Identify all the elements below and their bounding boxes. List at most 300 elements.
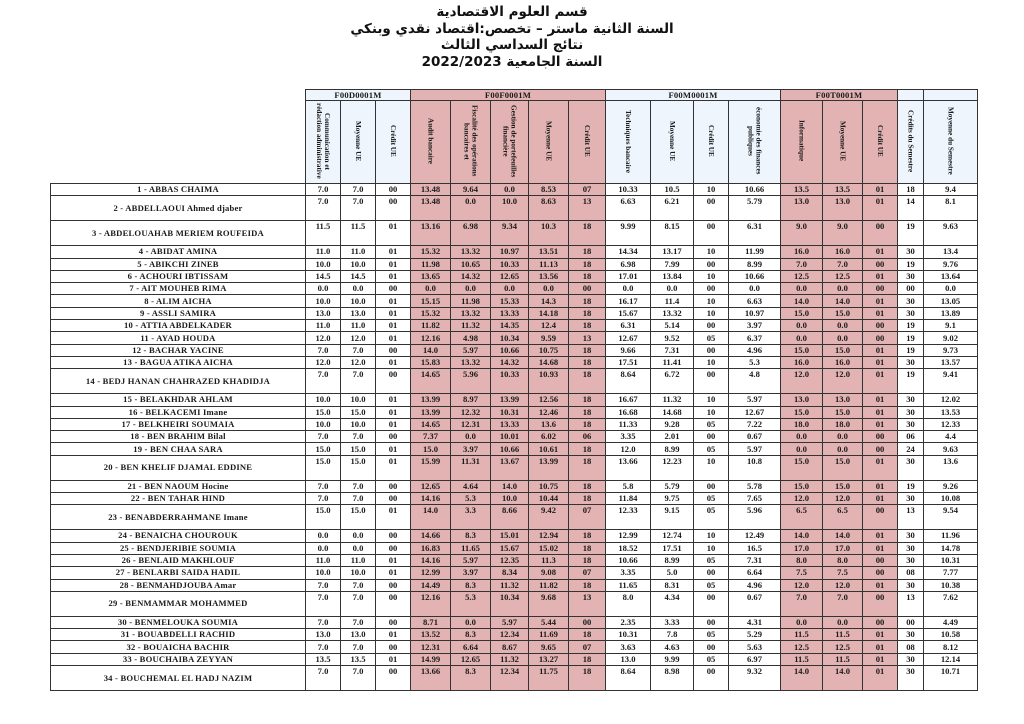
grade-cell: 10.01 <box>491 431 529 443</box>
grade-cell: 5.0 <box>651 567 694 579</box>
grade-cell: 12.5 <box>823 270 863 282</box>
grade-cell: 14.68 <box>529 356 569 368</box>
table-row <box>51 505 978 530</box>
grade-cell: 11.5 <box>823 629 863 641</box>
grade-cell: 9.63 <box>924 221 978 246</box>
grade-cell: 01 <box>863 406 898 418</box>
grade-cell: 10.5 <box>651 184 694 196</box>
grade-cell: 13.0 <box>823 394 863 406</box>
grade-cell: 01 <box>376 332 411 344</box>
grade-cell: 0.0 <box>823 320 863 332</box>
grade-cell: 15.0 <box>781 344 823 356</box>
grade-cell: 11.5 <box>306 221 341 246</box>
col-header: Crédit UE <box>694 101 729 184</box>
grade-cell: 01 <box>863 455 898 480</box>
document-header <box>0 4 1024 70</box>
grade-cell: 30 <box>898 629 924 641</box>
grade-cell: 3.33 <box>651 616 694 628</box>
grade-cell: 14.5 <box>341 270 376 282</box>
grade-cell: 7.0 <box>306 641 341 653</box>
grade-cell: 6.98 <box>606 258 651 270</box>
grade-cell: 00 <box>376 369 411 394</box>
grade-cell: 10.97 <box>729 307 781 319</box>
grade-cell: 18 <box>569 443 606 455</box>
grade-cell: 00 <box>694 221 729 246</box>
grade-cell: 7.0 <box>306 184 341 196</box>
grade-cell: 10.93 <box>529 369 569 394</box>
student-name: 17 - BELKHEIRI SOUMAIA <box>51 418 306 430</box>
grade-cell: 01 <box>376 270 411 282</box>
grade-cell: 11.82 <box>411 320 451 332</box>
grade-cell: 00 <box>376 542 411 554</box>
col-header: Crédit UE <box>569 101 606 184</box>
grade-cell: 10.33 <box>491 258 529 270</box>
grade-cell: 7.0 <box>341 184 376 196</box>
grade-cell: 11.75 <box>529 666 569 691</box>
table-row <box>51 666 978 691</box>
grade-cell: 7.0 <box>341 641 376 653</box>
grade-cell: 12.33 <box>606 505 651 530</box>
grade-cell: 15.0 <box>823 307 863 319</box>
grade-cell: 16.83 <box>411 542 451 554</box>
grade-cell: 13.32 <box>651 307 694 319</box>
grade-cell: 6.64 <box>451 641 491 653</box>
grade-cell: 7.0 <box>306 579 341 591</box>
grade-cell: 8.99 <box>651 554 694 566</box>
grade-cell: 10.0 <box>306 567 341 579</box>
grade-cell: 5.78 <box>729 480 781 492</box>
grade-cell: 18.52 <box>606 542 651 554</box>
grade-cell: 5.97 <box>491 616 529 628</box>
col-header: Crédit UE <box>863 101 898 184</box>
grade-cell: 17.01 <box>606 270 651 282</box>
grade-cell: 00 <box>694 641 729 653</box>
grade-cell: 13.52 <box>411 629 451 641</box>
student-name: 11 - AYAD HOUDA <box>51 332 306 344</box>
grade-cell: 30 <box>898 307 924 319</box>
grade-cell: 11.5 <box>781 629 823 641</box>
grade-cell: 10.66 <box>729 270 781 282</box>
grade-cell: 10.65 <box>451 258 491 270</box>
grade-cell: 0.0 <box>451 616 491 628</box>
grade-cell: 0.0 <box>306 530 341 542</box>
grade-cell: 10.33 <box>606 184 651 196</box>
grade-cell: 8.3 <box>451 530 491 542</box>
grade-cell: 18 <box>569 394 606 406</box>
grade-cell: 5.3 <box>729 356 781 368</box>
student-name: 24 - BENAICHA CHOUROUK <box>51 530 306 542</box>
grade-cell: 10 <box>694 530 729 542</box>
grade-cell: 4.49 <box>924 616 978 628</box>
grade-cell: 0.0 <box>491 184 529 196</box>
student-name: 12 - BACHAR YACINE <box>51 344 306 356</box>
grade-cell: 12.56 <box>529 394 569 406</box>
grade-cell: 12.49 <box>729 530 781 542</box>
grade-cell: 13.66 <box>411 666 451 691</box>
grade-cell: 10 <box>694 542 729 554</box>
grade-cell: 14.0 <box>823 295 863 307</box>
grade-cell: 01 <box>863 629 898 641</box>
grade-cell: 13 <box>569 196 606 221</box>
grade-cell: 18 <box>569 530 606 542</box>
grade-cell: 9.34 <box>491 221 529 246</box>
grade-cell: 0.67 <box>729 431 781 443</box>
grade-cell: 9.28 <box>651 418 694 430</box>
grade-cell: 13.0 <box>781 394 823 406</box>
col-header: Moyenne UE <box>651 101 694 184</box>
grade-cell: 3.3 <box>451 505 491 530</box>
grade-cell: 0.0 <box>451 196 491 221</box>
col-header: Informatique <box>781 101 823 184</box>
grade-cell: 12.5 <box>781 641 823 653</box>
grade-cell: 9.0 <box>781 221 823 246</box>
grade-cell: 13.33 <box>491 307 529 319</box>
grade-cell: 18 <box>569 246 606 258</box>
grade-cell: 30 <box>898 542 924 554</box>
student-name: 33 - BOUCHAIBA ZEYYAN <box>51 653 306 665</box>
grade-cell: 10.08 <box>924 493 978 505</box>
grade-cell: 6.64 <box>729 567 781 579</box>
col-header: Techniques bancaire <box>606 101 651 184</box>
table-row <box>51 369 978 394</box>
grade-cell: 9.26 <box>924 480 978 492</box>
student-name: 28 - BENMAHDJOUBA Amar <box>51 579 306 591</box>
grade-cell: 12.99 <box>606 530 651 542</box>
grade-cell: 10.34 <box>491 332 529 344</box>
grade-cell: 3.97 <box>451 443 491 455</box>
grade-cell: 14.0 <box>823 530 863 542</box>
table-row <box>51 418 978 430</box>
student-name: 3 - ABDELOUAHAB MERIEM ROUFEIDA <box>51 221 306 246</box>
grade-cell: 00 <box>694 196 729 221</box>
col-header: Moyenne UE <box>341 101 376 184</box>
table-row <box>51 406 978 418</box>
grade-cell: 15.0 <box>781 480 823 492</box>
grade-cell: 8.71 <box>411 616 451 628</box>
grade-cell: 14.0 <box>781 295 823 307</box>
grade-cell: 0.0 <box>781 283 823 295</box>
grade-cell: 11.0 <box>341 320 376 332</box>
student-name: 13 - BAGUA ATIKA AICHA <box>51 356 306 368</box>
grade-cell: 07 <box>569 184 606 196</box>
grade-cell: 5.79 <box>651 480 694 492</box>
table-row <box>51 591 978 616</box>
grade-cell: 3.97 <box>451 567 491 579</box>
grade-cell: 6.63 <box>606 196 651 221</box>
grade-cell: 0.0 <box>781 443 823 455</box>
grade-cell: 12.31 <box>411 641 451 653</box>
grade-cell: 13.99 <box>491 394 529 406</box>
grade-cell: 11.31 <box>451 455 491 480</box>
grade-cell: 9.08 <box>529 567 569 579</box>
grade-cell: 9.1 <box>924 320 978 332</box>
grade-cell: 15.0 <box>411 443 451 455</box>
grade-cell: 19 <box>898 332 924 344</box>
grade-cell: 0.0 <box>606 283 651 295</box>
grade-cell: 13.67 <box>491 455 529 480</box>
grade-cell: 19 <box>898 320 924 332</box>
grade-cell: 0.0 <box>823 431 863 443</box>
grade-cell: 15.67 <box>606 307 651 319</box>
grade-cell: 8.3 <box>451 666 491 691</box>
grade-cell: 4.96 <box>729 579 781 591</box>
table-row <box>51 356 978 368</box>
grade-cell: 14.68 <box>651 406 694 418</box>
grade-cell: 8.97 <box>451 394 491 406</box>
grade-cell: 12.5 <box>823 641 863 653</box>
grade-cell: 3.63 <box>606 641 651 653</box>
grade-cell: 0.0 <box>491 283 529 295</box>
grade-cell: 14.32 <box>451 270 491 282</box>
grade-cell: 6.21 <box>651 196 694 221</box>
grade-cell: 12.65 <box>451 653 491 665</box>
student-name: 26 - BENLAID MAKHLOUF <box>51 554 306 566</box>
grade-cell: 01 <box>376 406 411 418</box>
col-header: économie des finances publiques <box>729 101 781 184</box>
grade-cell: 15.99 <box>411 455 451 480</box>
grade-cell: 11.33 <box>606 418 651 430</box>
grade-cell: 01 <box>863 493 898 505</box>
grade-cell: 14.0 <box>823 666 863 691</box>
table-row <box>51 480 978 492</box>
grade-cell: 10.31 <box>924 554 978 566</box>
grade-cell: 00 <box>863 567 898 579</box>
grade-cell: 9.66 <box>606 344 651 356</box>
student-name: 9 - ASSLI SAMIRA <box>51 307 306 319</box>
grade-cell: 14.0 <box>491 480 529 492</box>
grade-cell: 6.5 <box>823 505 863 530</box>
grade-cell: 07 <box>569 505 606 530</box>
grade-cell: 10.61 <box>529 443 569 455</box>
grade-cell: 13.27 <box>529 653 569 665</box>
grade-cell: 16.17 <box>606 295 651 307</box>
grade-cell: 7.0 <box>341 616 376 628</box>
grade-cell: 14.0 <box>781 666 823 691</box>
grade-cell: 5.44 <box>529 616 569 628</box>
grade-cell: 7.5 <box>781 567 823 579</box>
student-name: 21 - BEN NAOUM Hocine <box>51 480 306 492</box>
grade-cell: 18.0 <box>781 418 823 430</box>
grade-cell: 9.32 <box>729 666 781 691</box>
grade-cell: 13.56 <box>529 270 569 282</box>
group-header-f00d: F00D0001M <box>306 90 411 101</box>
grade-cell: 14.66 <box>411 530 451 542</box>
grade-cell: 01 <box>863 653 898 665</box>
grade-cell: 0.0 <box>306 542 341 554</box>
grade-cell: 10.0 <box>491 196 529 221</box>
grade-cell: 12.67 <box>606 332 651 344</box>
grade-cell: 14.0 <box>411 344 451 356</box>
grade-cell: 15.0 <box>823 480 863 492</box>
grade-cell: 9.64 <box>451 184 491 196</box>
grade-cell: 7.65 <box>729 493 781 505</box>
grade-cell: 01 <box>376 418 411 430</box>
table-row <box>51 307 978 319</box>
grade-cell: 15.0 <box>306 406 341 418</box>
grade-cell: 10.38 <box>924 579 978 591</box>
grade-cell: 8.64 <box>606 666 651 691</box>
student-name: 27 - BENLARBI SAIDA HADIL <box>51 567 306 579</box>
grade-cell: 0.0 <box>306 283 341 295</box>
grade-cell: 10.0 <box>491 493 529 505</box>
grade-cell: 0.0 <box>823 443 863 455</box>
grade-cell: 0.0 <box>729 283 781 295</box>
table-row <box>51 542 978 554</box>
grade-cell: 17.0 <box>823 542 863 554</box>
grade-cell: 13.32 <box>451 246 491 258</box>
grade-cell: 5.96 <box>451 369 491 394</box>
student-name: 6 - ACHOURI IBTISSAM <box>51 270 306 282</box>
grade-cell: 15.15 <box>411 295 451 307</box>
grade-cell: 7.0 <box>306 616 341 628</box>
grade-cell: 11.96 <box>924 530 978 542</box>
grade-cell: 14.5 <box>306 270 341 282</box>
grade-cell: 14.65 <box>411 418 451 430</box>
grade-cell: 13.6 <box>529 418 569 430</box>
grade-cell: 15.0 <box>341 443 376 455</box>
grade-cell: 00 <box>376 196 411 221</box>
student-name: 22 - BEN TAHAR HIND <box>51 493 306 505</box>
grade-cell: 15.67 <box>491 542 529 554</box>
grade-cell: 0.67 <box>729 591 781 616</box>
grade-cell: 12.31 <box>451 418 491 430</box>
table-row <box>51 283 978 295</box>
grade-cell: 3.97 <box>729 320 781 332</box>
grade-cell: 12.65 <box>411 480 451 492</box>
grade-cell: 14.3 <box>529 295 569 307</box>
grade-cell: 7.0 <box>306 344 341 356</box>
grade-cell: 18 <box>569 406 606 418</box>
grade-cell: 19 <box>898 369 924 394</box>
grade-cell: 10.0 <box>341 567 376 579</box>
grade-cell: 7.0 <box>341 493 376 505</box>
grade-cell: 01 <box>376 246 411 258</box>
grade-cell: 5.96 <box>729 505 781 530</box>
grade-cell: 11.3 <box>529 554 569 566</box>
grade-cell: 10.0 <box>341 394 376 406</box>
grade-cell: 7.0 <box>823 591 863 616</box>
grade-cell: 12.32 <box>451 406 491 418</box>
grade-cell: 07 <box>569 641 606 653</box>
grade-cell: 00 <box>376 530 411 542</box>
grade-cell: 15.0 <box>306 505 341 530</box>
grade-cell: 7.62 <box>924 591 978 616</box>
grade-cell: 18 <box>569 258 606 270</box>
col-header: Communication et rédaction administrative <box>306 101 341 184</box>
grade-cell: 7.77 <box>924 567 978 579</box>
student-name: 5 - ABIKCHI ZINEB <box>51 258 306 270</box>
grade-cell: 15.0 <box>341 455 376 480</box>
grade-cell: 4.8 <box>729 369 781 394</box>
grade-cell: 4.34 <box>651 591 694 616</box>
grade-cell: 12.0 <box>306 332 341 344</box>
grade-cell: 13.51 <box>529 246 569 258</box>
student-name: 29 - BENMAMMAR MOHAMMED <box>51 591 306 616</box>
grade-cell: 14.49 <box>411 579 451 591</box>
grade-cell: 06 <box>569 431 606 443</box>
grade-cell: 5.14 <box>651 320 694 332</box>
col-header-moyenne-semestre: Moyenne du Semestre <box>924 101 978 184</box>
grade-cell: 0.0 <box>781 616 823 628</box>
col-header: Moyenne UE <box>823 101 863 184</box>
col-header: Audit bancaire <box>411 101 451 184</box>
grade-cell: 01 <box>863 344 898 356</box>
grade-cell: 13.5 <box>306 653 341 665</box>
grade-cell: 5.97 <box>729 394 781 406</box>
grade-cell: 11.65 <box>606 579 651 591</box>
grade-cell: 14.0 <box>411 505 451 530</box>
grade-cell: 00 <box>694 344 729 356</box>
grade-cell: 19 <box>898 221 924 246</box>
grade-cell: 14.18 <box>529 307 569 319</box>
grade-cell: 7.31 <box>729 554 781 566</box>
grade-cell: 12.0 <box>306 356 341 368</box>
table-row <box>51 221 978 246</box>
grade-cell: 00 <box>863 283 898 295</box>
grade-cell: 00 <box>376 579 411 591</box>
grade-cell: 8.1 <box>924 196 978 221</box>
grade-cell: 00 <box>694 283 729 295</box>
grade-cell: 13.0 <box>306 629 341 641</box>
table-row <box>51 530 978 542</box>
grade-cell: 15.83 <box>411 356 451 368</box>
grade-cell: 01 <box>376 554 411 566</box>
grade-cell: 13 <box>569 332 606 344</box>
grade-cell: 11.32 <box>651 394 694 406</box>
grade-cell: 30 <box>898 295 924 307</box>
grade-cell: 15.0 <box>823 455 863 480</box>
grade-cell: 13.65 <box>411 270 451 282</box>
grade-cell: 13.99 <box>529 455 569 480</box>
grade-cell: 13.0 <box>781 196 823 221</box>
grade-cell: 12.02 <box>924 394 978 406</box>
grade-cell: 01 <box>376 455 411 480</box>
grade-cell: 6.31 <box>729 221 781 246</box>
grade-cell: 00 <box>694 320 729 332</box>
grade-cell: 16.67 <box>606 394 651 406</box>
grade-cell: 30 <box>898 246 924 258</box>
column-header-row <box>51 101 978 184</box>
grade-cell: 01 <box>863 184 898 196</box>
grade-cell: 01 <box>863 530 898 542</box>
grade-cell: 11.5 <box>781 653 823 665</box>
grade-cell: 4.64 <box>451 480 491 492</box>
grade-cell: 13.48 <box>411 196 451 221</box>
grade-cell: 9.99 <box>651 653 694 665</box>
grade-cell: 18 <box>569 493 606 505</box>
grade-cell: 01 <box>376 443 411 455</box>
grade-cell: 12.35 <box>491 554 529 566</box>
grade-cell: 11.13 <box>529 258 569 270</box>
grade-cell: 7.0 <box>341 431 376 443</box>
table-row <box>51 246 978 258</box>
grade-cell: 01 <box>376 258 411 270</box>
table-row <box>51 295 978 307</box>
grade-cell: 24 <box>898 443 924 455</box>
grade-cell: 9.02 <box>924 332 978 344</box>
grade-cell: 0.0 <box>823 332 863 344</box>
grade-cell: 00 <box>376 283 411 295</box>
student-name: 15 - BELAKHDAR AHLAM <box>51 394 306 406</box>
grade-cell: 13.99 <box>411 394 451 406</box>
grade-cell: 12.0 <box>781 369 823 394</box>
grade-cell: 18.0 <box>823 418 863 430</box>
student-name: 7 - AIT MOUHEB RIMA <box>51 283 306 295</box>
grade-cell: 13.53 <box>924 406 978 418</box>
grade-cell: 00 <box>569 283 606 295</box>
grade-cell: 10.0 <box>306 295 341 307</box>
grade-cell: 8.0 <box>781 554 823 566</box>
